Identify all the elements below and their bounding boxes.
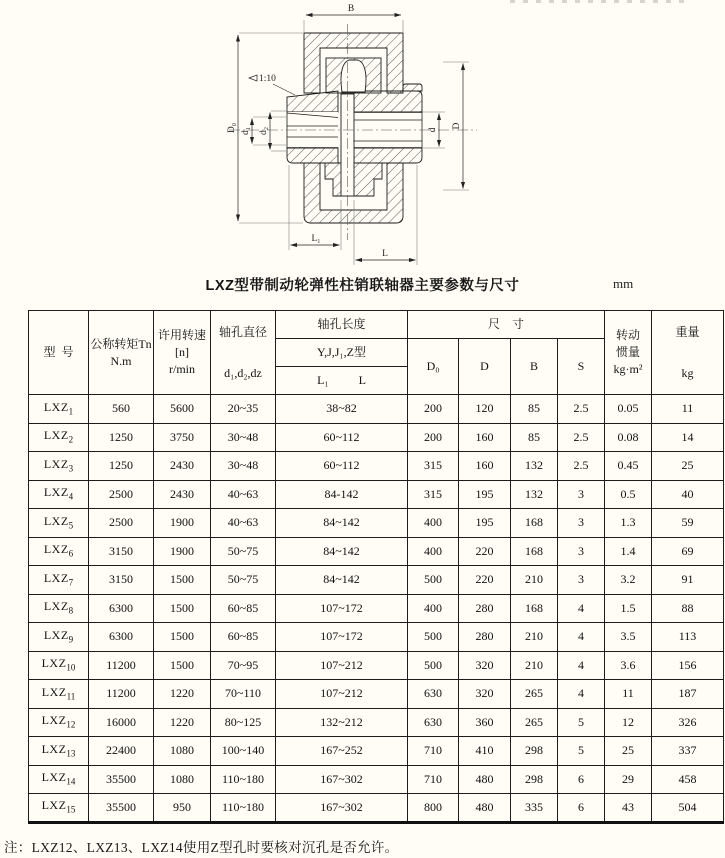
weight-cell: 40: [652, 480, 724, 509]
inertia-cell: 11: [605, 680, 652, 709]
footnote: 注：LXZ12、LXZ13、LXZ14使用Z型孔时要核对沉孔是否允许。: [4, 840, 399, 855]
D-cell: 480: [459, 765, 511, 794]
dim-label-B: B: [347, 4, 355, 14]
len-cell: 132~212: [276, 708, 408, 737]
torque-cell: 2500: [89, 480, 154, 509]
dim-label-d1: d₁: [241, 126, 251, 136]
table-row: [29, 680, 724, 709]
speed-cell: 2430: [154, 452, 211, 481]
header-dimensions: 尺 寸: [408, 311, 605, 339]
table-row: [29, 708, 724, 737]
dim-label-L: L: [382, 249, 388, 259]
bore-cell: 110~180: [211, 794, 276, 823]
parameters-table: [28, 310, 724, 824]
model-cell: $LXZ_{11}$: [29, 680, 89, 709]
B-cell: 298: [511, 737, 558, 766]
speed-cell: 3750: [154, 423, 211, 452]
S-cell: 2.5: [558, 395, 605, 424]
header-bore-diameter: 轴孔直径 d₁,d₂,dz: [211, 311, 276, 395]
speed-cell: 1220: [154, 680, 211, 709]
speed-cell: 950: [154, 794, 211, 823]
B-cell: 168: [511, 509, 558, 538]
weight-cell: 113: [652, 623, 724, 652]
len-cell: 84~142: [276, 566, 408, 595]
len-cell: 84~142: [276, 509, 408, 538]
D0-cell: 500: [408, 651, 459, 680]
D-cell: 160: [459, 452, 511, 481]
inertia-cell: 25: [605, 737, 652, 766]
B-cell: 132: [511, 480, 558, 509]
B-cell: 85: [511, 423, 558, 452]
S-cell: 5: [558, 708, 605, 737]
bore-cell: 110~180: [211, 765, 276, 794]
table-row: [29, 765, 724, 794]
weight-cell: 458: [652, 765, 724, 794]
weight-cell: 504: [652, 794, 724, 823]
model-cell: $LXZ_{12}$: [29, 708, 89, 737]
D-cell: 360: [459, 708, 511, 737]
bore-cell: 60~85: [211, 623, 276, 652]
cropped-text-remnant: [510, 0, 688, 3]
S-cell: 3: [558, 480, 605, 509]
table-row: [29, 651, 724, 680]
model-cell: $LXZ_1$: [29, 395, 89, 424]
table-row: [29, 452, 724, 481]
inertia-cell: 43: [605, 794, 652, 823]
torque-cell: 11200: [89, 651, 154, 680]
model-cell: $LXZ_6$: [29, 537, 89, 566]
inertia-cell: 0.05: [605, 395, 652, 424]
D-cell: 220: [459, 566, 511, 595]
speed-cell: 1500: [154, 623, 211, 652]
len-cell: 107~172: [276, 623, 408, 652]
inertia-cell: 1.5: [605, 594, 652, 623]
unit-label: mm: [613, 276, 634, 291]
bore-cell: 40~63: [211, 480, 276, 509]
header-weight: 重量 kg: [652, 311, 724, 395]
bore-cell: 30~48: [211, 423, 276, 452]
len-cell: 107~212: [276, 680, 408, 709]
weight-cell: 326: [652, 708, 724, 737]
D-cell: 280: [459, 594, 511, 623]
table-row: [29, 537, 724, 566]
model-cell: $LXZ_7$: [29, 566, 89, 595]
D0-cell: 400: [408, 594, 459, 623]
B-cell: 168: [511, 594, 558, 623]
inertia-cell: 29: [605, 765, 652, 794]
speed-cell: 1900: [154, 509, 211, 538]
bore-cell: 40~63: [211, 509, 276, 538]
speed-cell: 5600: [154, 395, 211, 424]
bore-cell: 20~35: [211, 395, 276, 424]
speed-cell: 1500: [154, 651, 211, 680]
dim-label-d2: d₂: [259, 126, 269, 136]
bore-cell: 50~75: [211, 566, 276, 595]
S-cell: 4: [558, 623, 605, 652]
speed-cell: 1500: [154, 566, 211, 595]
header-D0: D₀: [408, 339, 459, 395]
speed-cell: 1220: [154, 708, 211, 737]
speed-cell: 1080: [154, 737, 211, 766]
len-cell: 107~212: [276, 651, 408, 680]
bore-cell: 70~110: [211, 680, 276, 709]
header-bore-length-types: Y,J,J₁,Z型: [276, 339, 408, 367]
B-cell: 210: [511, 566, 558, 595]
dim-label-d: d: [428, 127, 438, 133]
table-row: [29, 509, 724, 538]
inertia-cell: 0.08: [605, 423, 652, 452]
table-row: [29, 794, 724, 823]
torque-cell: 6300: [89, 623, 154, 652]
speed-cell: 1900: [154, 537, 211, 566]
D-cell: 320: [459, 680, 511, 709]
B-cell: 298: [511, 765, 558, 794]
B-cell: 265: [511, 680, 558, 709]
torque-cell: 22400: [89, 737, 154, 766]
D-cell: 195: [459, 509, 511, 538]
D-cell: 220: [459, 537, 511, 566]
torque-cell: 560: [89, 395, 154, 424]
weight-cell: 69: [652, 537, 724, 566]
weight-cell: 59: [652, 509, 724, 538]
len-cell: 60~112: [276, 452, 408, 481]
D0-cell: 200: [408, 395, 459, 424]
D0-cell: 200: [408, 423, 459, 452]
header-inertia: 转动 惯量 kg·m²: [605, 311, 652, 395]
header-bore-length: 轴孔长度: [276, 311, 408, 339]
bore-cell: 70~95: [211, 651, 276, 680]
inertia-cell: 3.5: [605, 623, 652, 652]
bore-cell: 30~48: [211, 452, 276, 481]
torque-cell: 35500: [89, 765, 154, 794]
S-cell: 6: [558, 765, 605, 794]
D0-cell: 315: [408, 452, 459, 481]
len-cell: 60~112: [276, 423, 408, 452]
weight-cell: 14: [652, 423, 724, 452]
model-cell: $LXZ_5$: [29, 509, 89, 538]
torque-cell: 1250: [89, 423, 154, 452]
len-cell: 84~142: [276, 537, 408, 566]
inertia-cell: 3.2: [605, 566, 652, 595]
header-B: B: [511, 339, 558, 395]
S-cell: 2.5: [558, 423, 605, 452]
table-row: [29, 737, 724, 766]
D-cell: 480: [459, 794, 511, 823]
weight-cell: 88: [652, 594, 724, 623]
len-cell: 38~82: [276, 395, 408, 424]
speed-cell: 1500: [154, 594, 211, 623]
len-cell: 167~302: [276, 765, 408, 794]
model-cell: $LXZ_2$: [29, 423, 89, 452]
len-cell: 167~302: [276, 794, 408, 823]
weight-cell: 156: [652, 651, 724, 680]
header-D: D: [459, 339, 511, 395]
bore-cell: 100~140: [211, 737, 276, 766]
bore-cell: 50~75: [211, 537, 276, 566]
table-row: [29, 395, 724, 424]
torque-cell: 16000: [89, 708, 154, 737]
model-cell: $LXZ_{10}$: [29, 651, 89, 680]
D-cell: 120: [459, 395, 511, 424]
B-cell: 265: [511, 708, 558, 737]
S-cell: 6: [558, 794, 605, 823]
D-cell: 195: [459, 480, 511, 509]
table-body: [29, 395, 724, 823]
S-cell: 2.5: [558, 452, 605, 481]
inertia-cell: 1.4: [605, 537, 652, 566]
model-cell: $LXZ_3$: [29, 452, 89, 481]
torque-cell: 1250: [89, 452, 154, 481]
B-cell: 335: [511, 794, 558, 823]
header-model: 型 号: [29, 311, 89, 395]
model-cell: $LXZ_9$: [29, 623, 89, 652]
table-row: [29, 480, 724, 509]
coupling-section-drawing: [225, 0, 495, 270]
weight-cell: 91: [652, 566, 724, 595]
S-cell: 4: [558, 651, 605, 680]
taper-symbol: [249, 75, 257, 81]
dim-label-taper: 1:10: [259, 74, 276, 84]
D0-cell: 630: [408, 708, 459, 737]
table-row: [29, 566, 724, 595]
D0-cell: 800: [408, 794, 459, 823]
D0-cell: 400: [408, 509, 459, 538]
header-speed: 许用转速 [n] r/min: [154, 311, 211, 395]
D-cell: 410: [459, 737, 511, 766]
dim-label-D: D: [452, 122, 462, 130]
D0-cell: 500: [408, 566, 459, 595]
weight-cell: 337: [652, 737, 724, 766]
model-cell: $LXZ_{13}$: [29, 737, 89, 766]
D0-cell: 710: [408, 765, 459, 794]
inertia-cell: 1.3: [605, 509, 652, 538]
speed-cell: 2430: [154, 480, 211, 509]
torque-cell: 2500: [89, 509, 154, 538]
dim-label-D0: D₀: [227, 122, 237, 134]
inertia-cell: 0.5: [605, 480, 652, 509]
len-cell: 84-142: [276, 480, 408, 509]
S-cell: 3: [558, 537, 605, 566]
D0-cell: 630: [408, 680, 459, 709]
S-cell: 3: [558, 509, 605, 538]
torque-cell: 35500: [89, 794, 154, 823]
B-cell: 210: [511, 651, 558, 680]
S-cell: 3: [558, 566, 605, 595]
page-title: LXZ型带制动轮弹性柱销联轴器主要参数与尺寸: [205, 278, 520, 294]
model-cell: $LXZ_4$: [29, 480, 89, 509]
torque-cell: 3150: [89, 537, 154, 566]
D0-cell: 400: [408, 537, 459, 566]
inertia-cell: 12: [605, 708, 652, 737]
D-cell: 320: [459, 651, 511, 680]
header-L1-L: L₁ L: [276, 367, 408, 395]
D0-cell: 315: [408, 480, 459, 509]
B-cell: 132: [511, 452, 558, 481]
torque-cell: 6300: [89, 594, 154, 623]
torque-cell: 11200: [89, 680, 154, 709]
table-header: [29, 311, 724, 395]
speed-cell: 1080: [154, 765, 211, 794]
table-row: [29, 623, 724, 652]
weight-cell: 187: [652, 680, 724, 709]
D-cell: 280: [459, 623, 511, 652]
table-row: [29, 423, 724, 452]
D0-cell: 710: [408, 737, 459, 766]
D-cell: 160: [459, 423, 511, 452]
inertia-cell: 0.45: [605, 452, 652, 481]
title-bar: [0, 274, 725, 294]
B-cell: 168: [511, 537, 558, 566]
header-S: S: [558, 339, 605, 395]
inertia-cell: 3.6: [605, 651, 652, 680]
table-row: [29, 594, 724, 623]
D0-cell: 500: [408, 623, 459, 652]
B-cell: 210: [511, 623, 558, 652]
weight-cell: 25: [652, 452, 724, 481]
model-cell: $LXZ_8$: [29, 594, 89, 623]
dim-label-L1: L₁: [311, 234, 321, 244]
model-cell: $LXZ_{15}$: [29, 794, 89, 823]
torque-cell: 3150: [89, 566, 154, 595]
header-torque: 公称转矩Tn N.m: [89, 311, 154, 395]
elastic-pin-head: [341, 60, 366, 92]
B-cell: 85: [511, 395, 558, 424]
bore-cell: 80~125: [211, 708, 276, 737]
weight-cell: 11: [652, 395, 724, 424]
len-cell: 167~252: [276, 737, 408, 766]
bore-cell: 60~85: [211, 594, 276, 623]
S-cell: 5: [558, 737, 605, 766]
S-cell: 4: [558, 680, 605, 709]
len-cell: 107~172: [276, 594, 408, 623]
S-cell: 4: [558, 594, 605, 623]
model-cell: $LXZ_{14}$: [29, 765, 89, 794]
